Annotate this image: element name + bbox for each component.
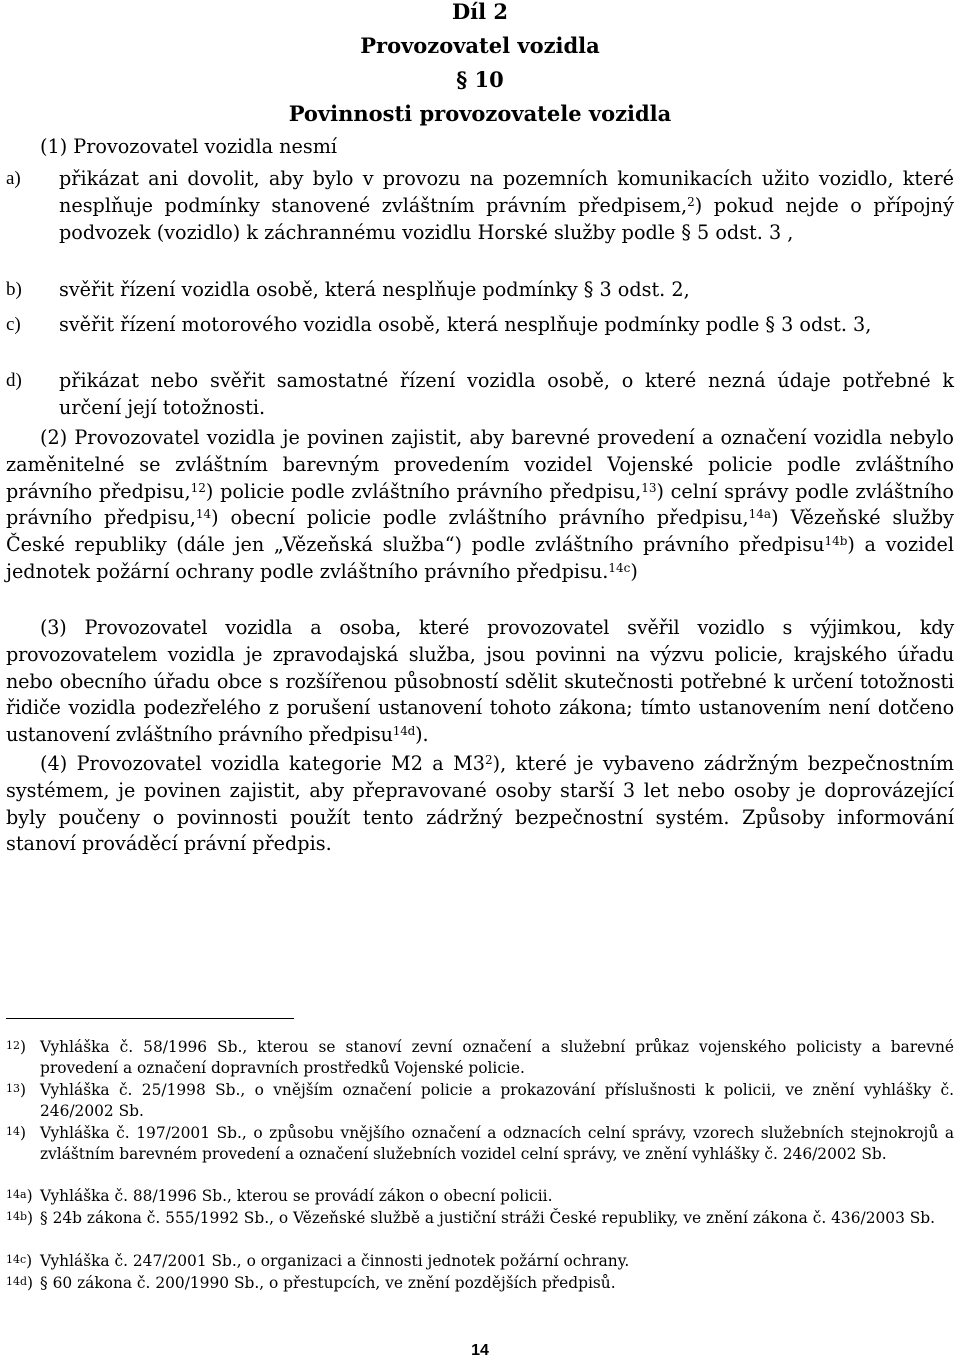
page-number: 14 [471, 1342, 489, 1359]
footnote [6, 1123, 954, 1165]
paragraph-4: (4) Provozovatel vozidla kategorie M2 a $M3^2$), které je vybaveno zádržným bezpečnostním systémem, je povinen zajistit, aby přepravované osoby starší 3 let nebo osoby je doprovázející byly poučeny o povinnosti použít tento zádržný bezpečnostní systém. Způsoby informování stanoví prováděcí právní předpis. [6, 752, 954, 856]
footnote-text: Vyhláška č. 58/1996 Sb., kterou se stanoví zevní označení a služební průkaz vojenského policisty a barevné provedení a označení dopravních prostředků Vojenské policie. [40, 1038, 954, 1078]
footnote [6, 1273, 954, 1294]
section-title: Povinnosti provozovatele vozidla [288, 101, 672, 126]
footnote [6, 1080, 954, 1122]
footnote-text: § 24b zákona č. 555/1992 Sb., o Vězeňské službě a justiční stráži České republiky, ve znění zákona č. 436/2003 Sb. [40, 1209, 936, 1227]
footnote [6, 1186, 954, 1207]
list-item-label: a) [6, 168, 21, 189]
footnote-number: $^{14a}$) [6, 1187, 33, 1205]
list-item-text: přikázat nebo svěřit samostatné řízení vozidla osobě, o které nezná údaje potřebné k určení její totožnosti. [59, 369, 954, 419]
list-item-text: přikázat ani dovolit, aby bylo v provozu na pozemních komunikacích užito vozidlo, které nesplňuje podmínky stanovené zvláštním právním předpisem,$^2$) pokud nejde o přípojný podvozek (vozidlo) k záchrannému vozidlu Horské služby podle § 5 odst. 3 , [59, 167, 954, 244]
list-item-a [6, 166, 954, 246]
section-number: § 10 [456, 67, 504, 92]
part-title: Provozovatel vozidla [360, 33, 600, 58]
footnote-number: $^{14c}$) [6, 1252, 33, 1270]
list-item-d [6, 368, 954, 422]
list-item-label: c) [6, 314, 21, 335]
footnote-text: Vyhláška č. 197/2001 Sb., o způsobu vnějšího označení a odznacích celní správy, vzorech služebních stejnokrojů a zvláštním barevném provedení a označení služebních vozidel celní správy, ve znění vyhlášky č. 246/2002 Sb. [40, 1124, 954, 1164]
list-item-text: svěřit řízení motorového vozidla osobě, která nesplňuje podmínky podle § 3 odst. 3, [59, 313, 872, 336]
paragraph-2: (2) Provozovatel vozidla je povinen zajistit, aby barevné provedení a označení vozidla nebylo zaměnitelné se zvláštním barevným provedením vozidel Vojenské policie podle zvláštního právního předpisu,$^{12}$) policie podle zvláštního právního předpisu,$^{13}$) celní správy podle zvláštního právního předpisu,$^{14}$) obecní policie podle zvláštního právního předpisu,$^{14a}$) Vězeňské služby České republiky (dále jen „Vězeňská služba“) podle zvláštního právního předpisu$^{14b}$) a vozidel jednotek požární ochrany podle zvláštního právního předpisu.$^{14c}$) [6, 426, 954, 583]
footnote [6, 1208, 954, 1229]
list-item-b [6, 277, 954, 304]
footnote-number: $^{14}$) [6, 1124, 27, 1142]
list-item-label: b) [6, 279, 22, 300]
list-item-c [6, 312, 954, 339]
footnote-number: $^{14d}$) [6, 1274, 34, 1292]
list-item-text: svěřit řízení vozidla osobě, která nesplňuje podmínky § 3 odst. 2, [59, 278, 690, 301]
footnote-number: $^{14b}$) [6, 1209, 34, 1227]
footnote-text: Vyhláška č. 25/1998 Sb., o vnějším označení policie a prokazování příslušnosti k policii, ve znění vyhlášky č. 246/2002 Sb. [40, 1081, 954, 1121]
footnote-text: § 60 zákona č. 200/1990 Sb., o přestupcích, ve znění pozdějších předpisů. [40, 1274, 616, 1292]
list-item-label: d) [6, 370, 22, 391]
footnote-separator [6, 1018, 294, 1019]
part-heading: Díl 2 [451, 0, 509, 24]
footnote-number: $^{12}$) [6, 1038, 27, 1056]
footnote-number: $^{13}$) [6, 1081, 27, 1099]
footnote [6, 1037, 954, 1079]
footnote-text: Vyhláška č. 88/1996 Sb., kterou se provádí zákon o obecní policii. [40, 1187, 553, 1205]
paragraph-1-intro: (1) Provozovatel vozidla nesmí [40, 135, 338, 158]
paragraph-3: (3) Provozovatel vozidla a osoba, které provozovatel svěřil vozidlo s výjimkou, kdy provozovatelem vozidla je zpravodajská služba, jsou povinni na výzvu policie, krajského úřadu nebo obecního úřadu obce s rozšířenou působností sdělit skutečnosti potřebné k určení totožnosti řidiče vozidla podezřelého z porušení ustanovení tohoto zákona; tímto ustanovením není dotčeno ustanovení zvláštního právního předpisu$^{14d}$). [6, 616, 954, 747]
footnote [6, 1251, 954, 1272]
footnote-text: Vyhláška č. 247/2001 Sb., o organizaci a činnosti jednotek požární ochrany. [40, 1252, 630, 1270]
